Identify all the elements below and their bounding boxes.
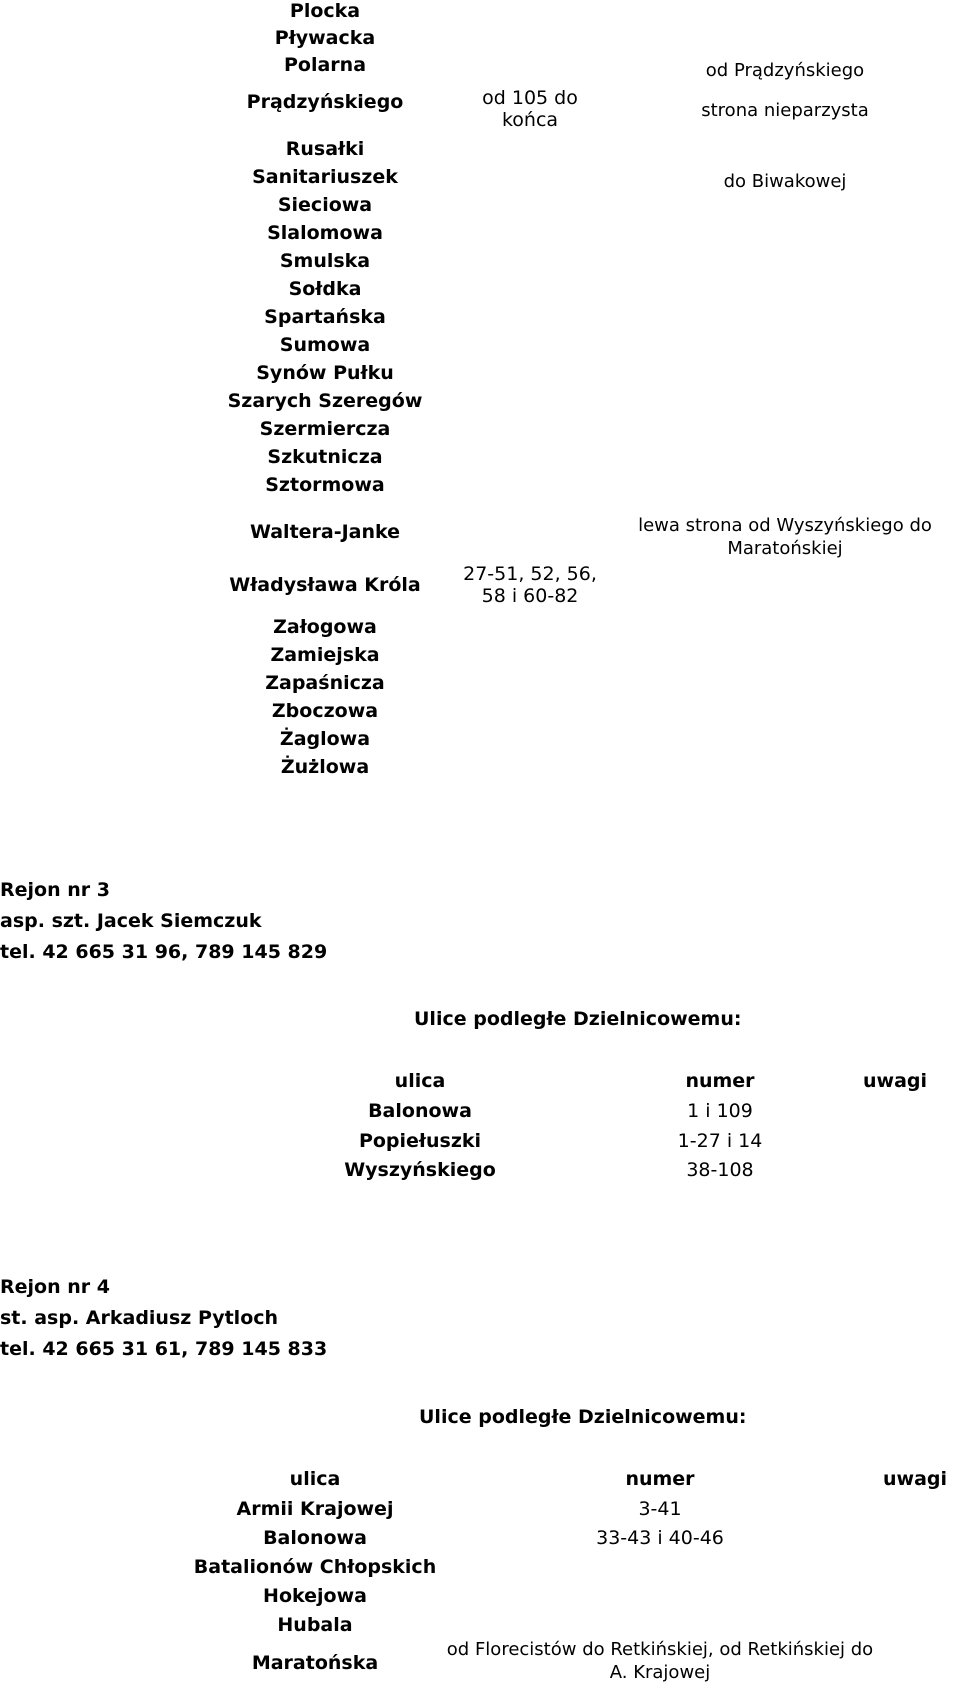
table-cell-street: Balonowa (263, 1527, 367, 1549)
table-cell-number: 33-43 i 40-46 (596, 1527, 724, 1549)
street-name: Sieciowa (277, 194, 373, 216)
street-name: Szkutnicza (267, 446, 383, 468)
table-cell-street: Maratońska (251, 1652, 379, 1674)
table-cell-street: Armii Krajowej (236, 1498, 394, 1520)
column-header-notes: uwagi (882, 1468, 947, 1490)
street-name: Sztormowa (265, 474, 385, 496)
table-cell-street: Hokejowa (263, 1585, 367, 1607)
street-name: Zamiejska (270, 644, 380, 666)
street-name: Szarych Szeregów (227, 390, 423, 412)
street-name: Waltera-Janke (249, 521, 401, 543)
table-heading: Ulice podległe Dzielnicowemu: (414, 1008, 742, 1030)
street-name: Sołdka (288, 278, 362, 300)
table-cell-street: Popiełuszki (358, 1130, 482, 1152)
officer-name: st. asp. Arkadiusz Pytloch (0, 1307, 279, 1329)
street-name: Żaglowa (279, 728, 371, 750)
column-header-street: ulica (394, 1070, 446, 1092)
street-number (430, 563, 630, 607)
street-name: Zapaśnicza (265, 672, 385, 694)
column-header-number: numer (625, 1468, 695, 1490)
street-name: Polarna (283, 54, 367, 76)
table-cell-number: 38-108 (686, 1159, 754, 1181)
column-header-number: numer (685, 1070, 755, 1092)
table-cell-street: Balonowa (368, 1100, 472, 1122)
street-number (430, 87, 630, 131)
street-note: do Biwakowej (723, 171, 847, 192)
street-name: Żużlowa (280, 756, 370, 778)
number-line: 58 i 60-82 (481, 585, 579, 607)
note-line: lewa strona od Wyszyńskiego do (638, 515, 932, 536)
district-title: Rejon nr 3 (0, 879, 110, 901)
table-cell-street: Wyszyńskiego (344, 1159, 496, 1181)
street-name: Synów Pułku (256, 362, 394, 384)
street-name: Sanitariuszek (252, 166, 398, 188)
street-note: strona nieparzysta (701, 100, 869, 121)
table-cell-street: Batalionów Chłopskich (193, 1556, 437, 1578)
column-header-street: ulica (289, 1468, 341, 1490)
officer-name: asp. szt. Jacek Siemczuk (0, 910, 262, 932)
officer-phone: tel. 42 665 31 96, 789 145 829 (0, 941, 328, 963)
street-name: Prądzyńskiego (246, 91, 404, 113)
street-note: od Prądzyńskiego (705, 60, 865, 81)
street-name: Pływacka (274, 27, 376, 49)
number-line: od 105 do (482, 87, 578, 109)
number-line: A. Krajowej (609, 1662, 711, 1683)
street-name: Slalomowa (267, 222, 383, 244)
table-cell-number: 3-41 (638, 1498, 682, 1520)
table-heading: Ulice podległe Dzielnicowemu: (419, 1406, 747, 1428)
officer-phone: tel. 42 665 31 61, 789 145 833 (0, 1338, 328, 1360)
column-header-notes: uwagi (862, 1070, 927, 1092)
table-cell-number: 1 i 109 (687, 1100, 753, 1122)
street-name: Szermiercza (259, 418, 391, 440)
table-cell-number: 1-27 i 14 (677, 1130, 763, 1152)
number-line: 27-51, 52, 56, (463, 563, 597, 585)
district-title: Rejon nr 4 (0, 1276, 110, 1298)
street-name: Załogowa (273, 616, 377, 638)
street-name: Władysława Króla (229, 574, 421, 596)
note-line: Maratońskiej (727, 538, 843, 559)
table-cell-street: Hubala (277, 1614, 353, 1636)
street-note (620, 514, 950, 560)
street-name: Zboczowa (271, 700, 379, 722)
street-name: Smulska (279, 250, 371, 272)
table-cell-number (430, 1638, 890, 1684)
street-name: Plocka (289, 0, 361, 22)
number-line: końca (501, 109, 559, 131)
street-name: Sumowa (279, 334, 371, 356)
street-name: Rusałki (285, 138, 365, 160)
street-name: Spartańska (264, 306, 386, 328)
number-line: od Florecistów do Retkińskiej, od Retkińskiej do (446, 1639, 874, 1660)
